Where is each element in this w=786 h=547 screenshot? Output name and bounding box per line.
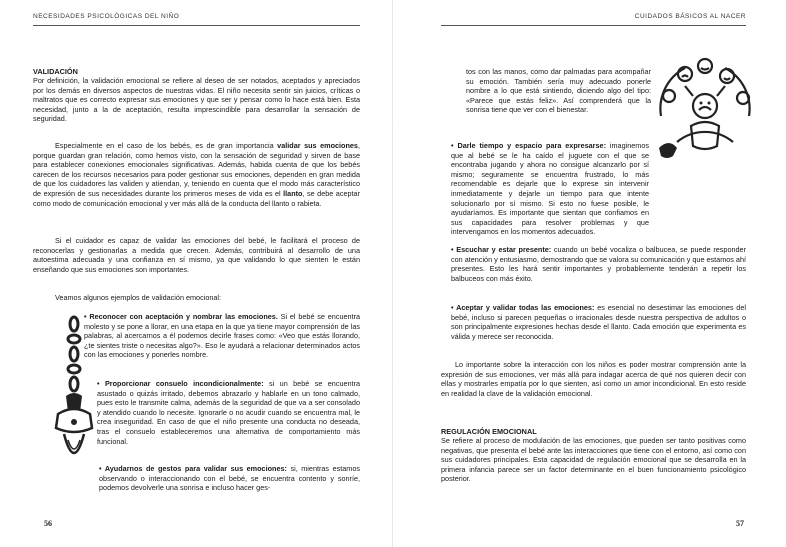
bullet-tiempo-title: Darle tiempo y espacio para expresarse:	[457, 141, 606, 150]
paragraph-6: Se refiere al proceso de modulación de las emociones, que pueden ser tanto positivas como negativas, que presenta el bebé ante las interacciones que tiene con el entorno, así como con sus cuidadores principales. Esta capacidad de regulación emocional que se desarrolla en la primera infancia parece ser un factor determinante en el buen funcionamiento psicológico posterior.	[441, 436, 746, 484]
section-heading-validacion: VALIDACIÓN	[33, 67, 78, 76]
bullet-consuelo: • Proporcionar consuelo incondicionalmente: si un bebé se encuentra asustado o quizás irritado, debemos abrazarlo y hablarle en un tono calmado, pues esto le transmite calma, además de la seguridad de que va a ser consolado y atendido cuando lo necesite. Ignorarle o no acudir cuando se encuentra mal, le crea inseguridad. En caso de que el niño presente una conducta no deseada, tras el consuelo estableceremos una alternativa de comportamiento más funcional.	[97, 379, 361, 446]
section-heading-regulacion: REGULACIÓN EMOCIONAL	[441, 427, 537, 436]
bullet-consuelo-title: Proporcionar consuelo incondicionalmente:	[104, 379, 264, 388]
paragraph-3: Si el cuidador es capaz de validar las emociones del bebé, le facilitará el proceso de reconocerlas y gestionarlas a medida que crecen. Además, contribuirá al desarrollo de una autoestima adecuada y una confianza en sí mismo, ya que validando lo que sienten le están enseñando que sus emociones son importantes.	[33, 236, 360, 274]
child-emotions-icon	[655, 56, 755, 160]
p2-text-c: , porque guardan gran relación, como hemos visto, con la sensación de seguridad y sirven de base para establecer conexiones emocionales significativas. Además, habida cuenta de que los bebés carecen de los recursos necesarios para poder gestionar sus emociones, dependen en gran medida de que los cuidadores las validen y atiendan, y, teniendo en cuenta que el modo más característico de expresión de sus necesidades durante los primeros meses de vida es el	[33, 141, 360, 198]
bullet-tiempo-text: imaginemos que al bebé se le ha caído el juguete con el que se encontraba jugando y ahora no consigue alcanzarlo por sí mismo; seguramente se encuentra frustrado, lo más recomendable es dejarle que lo exprese sin intervenir inmediatamente y dejarle un tiempo para que intente solucionarlo por sí mismo. Si esto no fuese posible, le ayudaríamos. Es importante que sientan que confiamos en sus capacidades para resolver problemas y que intervengamos en los momentos adecuados.	[451, 141, 649, 237]
p2-text-e: , se debe aceptar como modo de comunicación emocional y ver más allá de la conducta del llanto o rabieta.	[33, 188, 360, 208]
bullet-reconocer: • Reconocer con aceptación y nombrar las emociones. Si el bebé se encuentra molesto y se pone a llorar, en una etapa en la que ya tiene mayor comprensión de las palabras, al acercarnos a él podemos decirle frases como: «Veo que estás llorando, ¿te sientes triste o necesitas algo?». Eso le ayudará a relacionar determinados actos con las emociones y ponerles nombre.	[84, 312, 360, 360]
bullet-escuchar: • Escuchar y estar presente: cuando un bebé vocaliza o balbucea, se puede responder con atención y entusiasmo, demostrando que se valora su comunicación y que estamos ahí presentes. Esto les hará sentir importantes y probablemente tenderán a repetir los balbuceos con más éxito.	[451, 245, 747, 283]
header-rule-right	[441, 25, 746, 26]
bullet-gestos-title: Ayudarnos de gestos para validar sus emociones:	[104, 464, 287, 473]
bullet-reconocer-text: Si el bebé se encuentra molesto y se pone a llorar, en una etapa en la que ya tiene mayor comprensión de las palabras, al acercarnos a él podemos decirle frases como: «Veo que estás llorando, ¿te sientes triste o necesitas algo?». Eso le ayudará a relacionar determinados actos con las emociones y ponerles nombre.	[84, 312, 360, 360]
bullet-escuchar-title: Escuchar y estar presente:	[456, 245, 552, 254]
bullet-aceptar-text: es esencial no desestimar las emociones del bebé, incluso si parecen pequeñas o irracionales desde nuestra perspectiva de adultos o son principalmente expresiones hechas desde el llanto. Cada emoción que experimenta es válida y merece ser reconocida.	[451, 303, 746, 341]
bullet-escuchar-text: cuando un bebé vocaliza o balbucea, se puede responder con atención y entusiasmo, demostrando que se valora su comunicación y que estamos ahí presentes. Esto les hará sentir importantes y probablemente tenderán a repetir los balbuceos con más éxito.	[451, 245, 747, 283]
paragraph-5: Lo importante sobre la interacción con los niños es poder mostrar comprensión ante la expresión de sus emociones, ver más allá para indagar acerca de qué nos quieren decir con ellas y mostrarles empatía por lo que sienten, así como un amor incondicional. En esto reside en realidad la clave de la validación emocional.	[441, 360, 746, 398]
bullet-aceptar-title: Aceptar y validar todas las emociones:	[456, 303, 595, 312]
p2-bold-validar: validar sus emociones	[277, 141, 358, 150]
bullet-consuelo-text: si un bebé se encuentra asustado o quizás irritado, debemos abrazarlo y hablarle en un tono calmado, pues esto le transmite calma, además de la seguridad de que va a ser consolado y atendido cuando lo necesite. Ignorarle o no acudir cuando se encuentra mal, le crea inseguridad. En caso de que el niño presente una conducta no deseada, tras el consuelo estableceremos una alternativa de comportamiento más funcional.	[97, 379, 361, 446]
bullet-gestos-continued: tos con las manos, como dar palmadas para acompañar su emoción. También sería muy adecuado ponerle nombre a lo que está sintiendo, diciendo algo del tipo: «Parece que estás feliz». Así comprenderá que la sonrisa tiene que ver con el bienestar.	[466, 67, 651, 115]
p2-bold-llanto: llanto	[283, 188, 303, 198]
paragraph-2	[33, 141, 360, 208]
p2-text-a: Especialmente en el caso de los bebés, es de gran importancia	[55, 141, 278, 150]
bullet-aceptar: • Aceptar y validar todas las emociones: es esencial no desestimar las emociones del bebé, incluso si parecen pequeñas o irracionales desde nuestra perspectiva de adultos o son principalmente expresiones hechas desde el llanto. Cada emoción que experimenta es válida y merece ser reconocida.	[451, 303, 746, 341]
page-number-right: 57	[736, 519, 744, 528]
right-page	[393, 0, 786, 547]
bullet-tiempo: • Darle tiempo y espacio para expresarse: imaginemos que al bebé se le ha caído el juguete con el que se encontraba jugando y ahora no consigue alcanzarlo por sí mismo; seguramente se encuentra frustrado, lo más recomendable es dejarle que lo exprese sin intervenir inmediatamente y dejarle un tiempo para que intente solucionarlo por sí mismo. Si esto no fuese posible, le ayudaríamos. Es importante que sientan que confiamos en sus capacidades para resolver problemas y que intervengamos en los momentos adecuados.	[451, 141, 649, 237]
page-number-left: 56	[44, 519, 52, 528]
header-rule-left	[33, 25, 360, 26]
paragraph-4: Veamos algunos ejemplos de validación emocional:	[55, 293, 222, 302]
bullet-gestos: • Ayudarnos de gestos para validar sus emociones: si, mientras estamos observando o interaccionando con el bebé, se encuentra contento y sonríe, podemos devolverle una sonrisa e incluso hacer ges-	[99, 464, 360, 493]
bullet-reconocer-title: Reconocer con aceptación y nombrar las emociones.	[89, 312, 278, 321]
running-head-left: NECESIDADES PSICOLÓGICAS DEL NIÑO	[33, 13, 180, 20]
bullet-gestos-text: si, mientras estamos observando o interaccionando con el bebé, se encuentra contento y sonríe, podemos devolverle una sonrisa e incluso hacer ges-	[99, 464, 360, 493]
running-head-right: CUIDADOS BÁSICOS AL NACER	[634, 13, 746, 20]
paragraph-1: Por definición, la validación emocional se refiere al deseo de ser notados, aceptados y apreciados por los demás en diversos aspectos de nuestras vidas. El niño necesita sentir sin juicios, críticas o maltratos que es correcto expresar sus emociones y que ser y pensar como lo hace está bien. Esta necesidad, junto a la de aceptación, resulta imprescindible para desarrollar la sensación de seguridad.	[33, 76, 360, 124]
